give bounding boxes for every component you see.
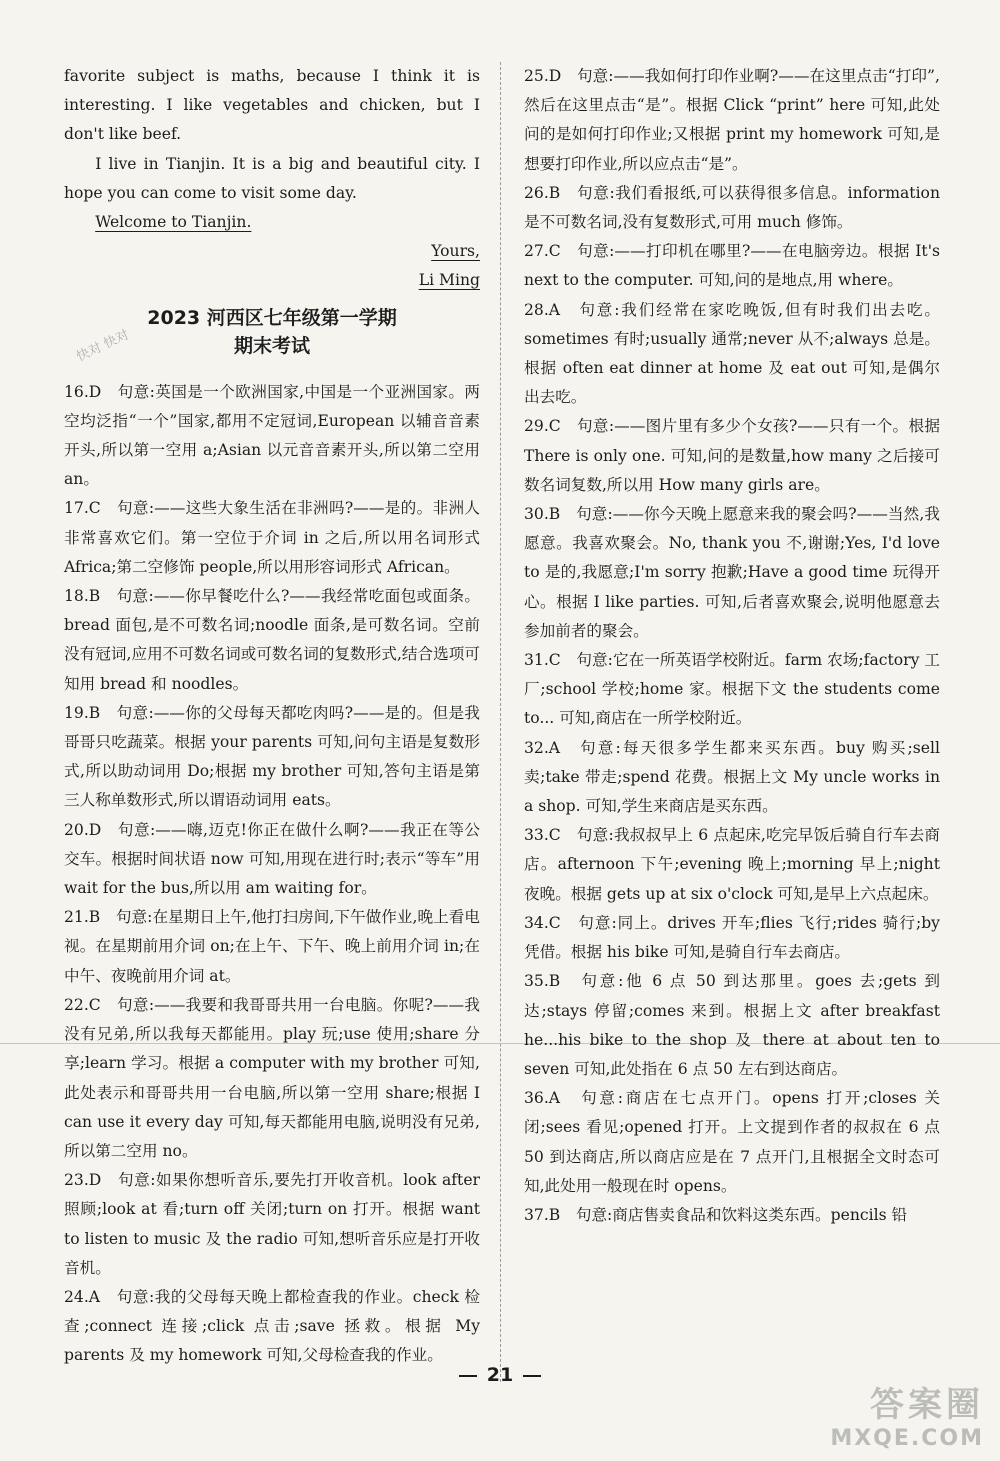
left-column xyxy=(64,62,480,1371)
letter-closing: Yours, xyxy=(431,242,480,261)
answer-item: 29.C 句意:——图片里有多少个女孩?——只有一个。根据 There is only one. 可知,问的是数量,how many 之后接可数名词复数,所以用 How many girls are。 xyxy=(524,417,940,494)
watermark-url: MXQE.COM xyxy=(830,1426,984,1451)
answer-item: 23.D 句意:如果你想听音乐,要先打开收音机。look after 照顾;look at 看;turn off 关闭;turn on 打开。根据 want to listen to music 及 the radio 可知,想听音乐应是打开收音机。 xyxy=(64,1171,480,1277)
stamp-text: 快对 快对 xyxy=(74,327,132,365)
answer-item: 28.A 句意:我们经常在家吃晚饭,但有时我们出去吃。sometimes 有时;usually 通常;never 从不;always 总是。根据 often eat dinner at home 及 eat out 可知,是偶尔出去吃。 xyxy=(524,300,940,407)
exam-title-line-2: 期末考试 xyxy=(233,334,310,357)
answer-item: 19.B 句意:——你的父母每天都吃肉吗?——是的。但是我哥哥只吃蔬菜。根据 your parents 可知,问句主语是复数形式,所以助动词用 Do;根据 my brother 可知,答句主语是第三人称单数形式,所以谓语动词用 eats。 xyxy=(64,703,480,810)
answer-item: 21.B 句意:在星期日上午,他打扫房间,下午做作业,晚上看电视。在星期前用介词 on;在上午、下午、晚上前用介词 in;在中午、夜晚前用介词 at。 xyxy=(64,908,480,985)
right-column xyxy=(524,62,940,1230)
answer-item: 17.C 句意:——这些大象生活在非洲吗?——是的。非洲人非常喜欢它们。第一空位于介词 in 之后,所以用名词形式 Africa;第二空修饰 people,所以用形容词形式 African。 xyxy=(64,499,480,576)
watermark-logo-text: 答案圈 xyxy=(870,1385,984,1425)
answer-item: 16.D 句意:英国是一个欧洲国家,中国是一个亚洲国家。两空均泛指“一个”国家,都用不定冠词,European 以辅音音素开头,所以第一空用 a;Asian 以元音音素开头,所以第二空用 an。 xyxy=(64,382,480,489)
letter-paragraph-2: I live in Tianjin. It is a big and beautiful city. I hope you can come to visit some day. xyxy=(64,154,480,202)
answer-item: 18.B 句意:——你早餐吃什么?——我经常吃面包或面条。bread 面包,是不可数名词;noodle 面条,是可数名词。空前没有冠词,应用不可数名词或可数名词的复数形式,结合选项可知用 bread 和 noodles。 xyxy=(64,587,480,693)
letter-paragraph-1: favorite subject is maths, because I think it is interesting. I like vegetables and chicken, but I don't like beef. xyxy=(64,67,480,144)
answer-item: 34.C 句意:同上。drives 开车;flies 飞行;rides 骑行;by 凭借。根据 his bike 可知,是骑自行车去商店。 xyxy=(524,913,940,962)
answer-item: 24.A 句意:我的父母每天晚上都检查我的作业。check 检查;connect 连接;click 点击;save 拯救。根据 My parents 及 my homework 可知,父母检查我的作业。 xyxy=(64,1287,480,1365)
column-divider xyxy=(500,62,501,1382)
exam-title-line-1: 2023 河西区七年级第一学期 xyxy=(147,306,397,329)
answer-item: 26.B 句意:我们看报纸,可以获得很多信息。information 是不可数名词,没有复数形式,可用 much 修饰。 xyxy=(524,183,940,232)
letter-signature: Li Ming xyxy=(418,271,480,290)
answer-item: 36.A 句意:商店在七点开门。opens 打开;closes 关闭;sees 看见;opened 打开。上文提到作者的叔叔在 6 点 50 到达商店,所以商店应是在 7 点开门,且根据全文时态可知,此处用一般现在时 opens。 xyxy=(524,1089,940,1195)
answer-item: 20.D 句意:——嗨,迈克!你正在做什么啊?——我正在等公交车。根据时间状语 now 可知,用现在进行时;表示“等车”用 wait for the bus,所以用 am waiting for。 xyxy=(64,820,480,898)
footer-dash-right xyxy=(523,1375,541,1377)
answer-item: 22.C 句意:——我要和我哥哥共用一台电脑。你呢?——我没有兄弟,所以我每天都能用。play 玩;use 使用;share 分享;learn 学习。根据 a computer with my brother 可知,此处表示和哥哥共用一台电脑,所以第一空用 share;根据 I can use it every day 可知,每天都能用电脑,说明没有兄弟,所以第二空用 no。 xyxy=(64,995,480,1160)
answer-item: 37.B 句意:商店售卖食品和饮料这类东西。pencils 铅 xyxy=(524,1205,908,1224)
footer-dash-left xyxy=(459,1375,477,1377)
letter-welcome: Welcome to Tianjin. xyxy=(95,213,252,232)
page-number: 21 xyxy=(486,1364,514,1386)
answer-item: 25.D 句意:——我如何打印作业啊?——在这里点击“打印”,然后在这里点击“是”。根据 Click “print” here 可知,此处问的是如何打印作业;又根据 print my homework 可知,是想要打印作业,所以应点击“是”。 xyxy=(524,67,940,173)
answer-item: 33.C 句意:我叔叔早上 6 点起床,吃完早饭后骑自行车去商店。afternoon 下午;evening 晚上;morning 早上;night 夜晚。根据 gets up at six o'clock 可知,是早上六点起床。 xyxy=(524,826,940,903)
answer-item: 32.A 句意:每天很多学生都来买东西。buy 购买;sell 卖;take 带走;spend 花费。根据上文 My uncle works in a shop. 可知,学生来商店是买东西。 xyxy=(524,738,940,816)
site-watermark xyxy=(784,1377,984,1451)
answer-item: 31.C 句意:它在一所英语学校附近。farm 农场;factory 工厂;school 学校;home 家。根据下文 the students come to... 可知,商店在一所学校附近。 xyxy=(524,651,940,728)
answer-item: 27.C 句意:——打印机在哪里?——在电脑旁边。根据 It's next to the computer. 可知,问的是地点,用 where。 xyxy=(524,242,940,290)
answer-item: 35.B 句意:他 6 点 50 到达那里。goes 去;gets 到达;stays 停留;comes 来到。根据上文 after breakfast he...his bike to the shop 及 there at about ten to seven 可知,此处指在 6 点 50 左右到达商店。 xyxy=(524,972,940,1078)
answer-item: 30.B 句意:——你今天晚上愿意来我的聚会吗?——当然,我愿意。我喜欢聚会。No, thank you 不,谢谢;Yes, I'd love to 是的,我愿意;I'm sorry 抱歉;Have a good time 玩得开心。根据 I like parties. 可知,后者喜欢聚会,说明他愿意去参加前者的聚会。 xyxy=(524,505,940,640)
